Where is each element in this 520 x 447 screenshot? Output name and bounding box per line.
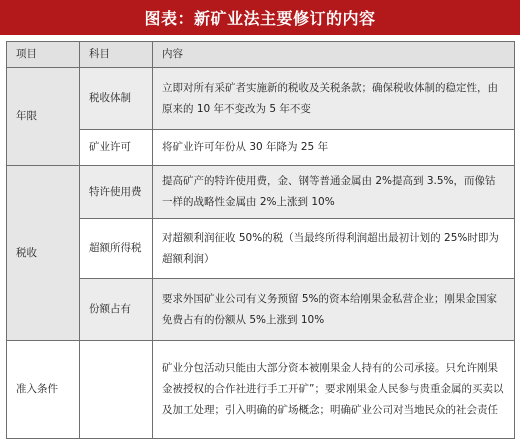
header-subject: 科目 (80, 42, 153, 68)
subject-cell: 超额所得税 (80, 219, 153, 279)
table-header-row (7, 42, 515, 68)
content-cell: 提高矿产的特许使用费，金、钢等普通金属由 2%提高到 3.5%，而像钴一样的战略性金属由 2%上涨到 10% (153, 166, 515, 219)
table-row (7, 68, 515, 130)
category-years: 年限 (7, 68, 80, 166)
subject-cell: 份额占有 (80, 279, 153, 341)
content-cell: 立即对所有采矿者实施新的税收及关税条款；确保税收体制的稳定性，由原来的 10 年不变改为 5 年不变 (153, 68, 515, 130)
table-row (7, 166, 515, 219)
content-cell: 对超额利润征收 50%的税（当最终所得利润超出最初计划的 25%时即为超额利润） (153, 219, 515, 279)
table-row (7, 341, 515, 439)
header-content: 内容 (153, 42, 515, 68)
header-item: 项目 (7, 42, 80, 68)
subject-cell: 矿业许可 (80, 130, 153, 166)
category-entry: 准入条件 (7, 341, 80, 439)
subject-cell: 税收体制 (80, 68, 153, 130)
revision-table (6, 41, 515, 439)
table-row (7, 279, 515, 341)
table-row (7, 130, 515, 166)
category-tax: 税收 (7, 166, 80, 341)
table-row (7, 219, 515, 279)
content-cell: 要求外国矿业公司有义务预留 5%的资本给刚果金私营企业；刚果金国家免费占有的份额从 5%上涨到 10% (153, 279, 515, 341)
subject-cell (80, 341, 153, 439)
content-cell: 将矿业许可年份从 30 年降为 25 年 (153, 130, 515, 166)
subject-cell: 特许使用费 (80, 166, 153, 219)
document-title: 图表：新矿业法主要修订的内容 (0, 0, 520, 35)
content-cell: 矿业分包活动只能由大部分资本被刚果金人持有的公司承接。只允许刚果金被授权的合作社进行手工开矿”；要求刚果金人民参与贵重金属的买卖以及加工处理；引入明确的矿场概念；明确矿业公司对当地民众的社会责任 (153, 341, 515, 439)
